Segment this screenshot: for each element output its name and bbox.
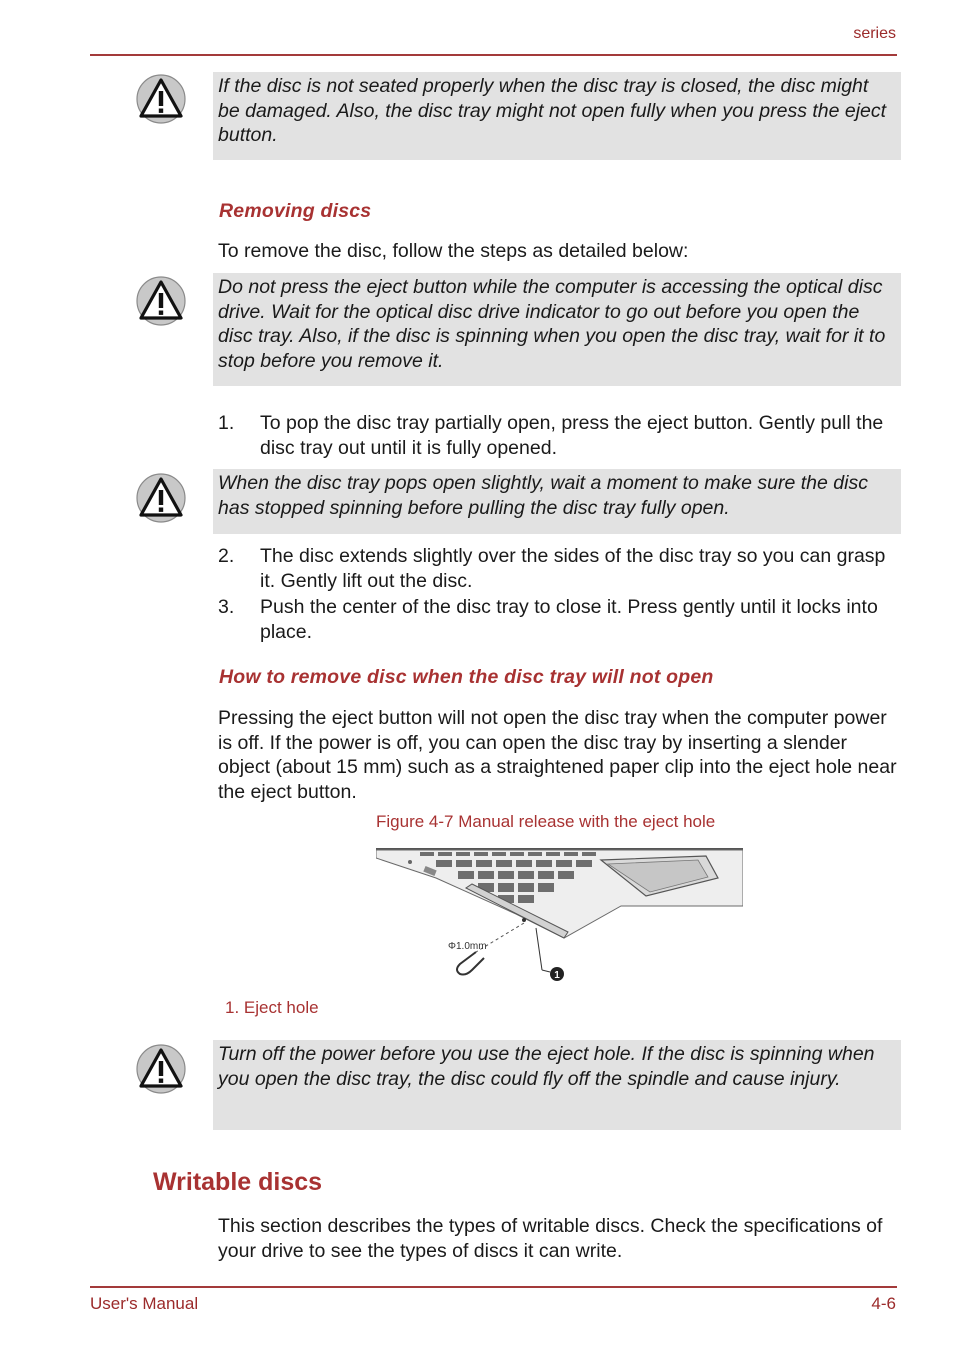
figure-caption: Figure 4-7 Manual release with the eject hole	[376, 812, 716, 831]
step-number: 3.	[218, 596, 235, 618]
running-header: series	[853, 25, 896, 42]
footer-manual-title: User's Manual	[90, 1294, 199, 1313]
step-number: 2.	[218, 545, 235, 567]
warning-icon	[136, 74, 186, 124]
subheading-removing-discs: Removing discs	[219, 200, 372, 222]
removing-intro: To remove the disc, follow the steps as detailed below:	[218, 240, 689, 262]
dimension-label: Φ1.0mm	[448, 941, 487, 952]
caution-callout: Turn off the power before you use the eject hole. If the disc is spinning when you open the disc tray, the disc could fly off the spindle and cause injury.	[213, 1040, 901, 1130]
figure-legend: 1. Eject hole	[225, 998, 319, 1017]
warning-icon	[136, 473, 186, 523]
header-rule	[90, 54, 897, 56]
caution-callout: When the disc tray pops open slightly, wait a moment to make sure the disc has stopped spinning before pulling the disc tray fully open.	[213, 469, 901, 534]
caution-callout: If the disc is not seated properly when the disc tray is closed, the disc might be damaged. Also, the disc tray might not open fully when you press the eject button.	[213, 72, 901, 160]
warning-icon	[136, 1044, 186, 1094]
step-text: The disc extends slightly over the sides of the disc tray so you can grasp it. Gently lift out the disc.	[260, 545, 886, 592]
step-text: Push the center of the disc tray to close it. Press gently until it locks into place.	[260, 596, 878, 643]
tray-will-not-open-body: Pressing the eject button will not open the disc tray when the computer power is off. If the power is off, you can open the disc tray by inserting a slender object (about 15 mm) such as a straightened paper clip into the eject hole near the eject button.	[218, 707, 897, 803]
step-text: To pop the disc tray partially open, press the eject button. Gently pull the disc tray out until it is fully opened.	[260, 412, 884, 459]
section-title-writable-discs: Writable discs	[153, 1168, 323, 1196]
step-number: 1.	[218, 412, 235, 434]
callout-number: 1	[554, 970, 560, 981]
subheading-tray-will-not-open: How to remove disc when the disc tray will not open	[219, 666, 714, 688]
caution-callout: Do not press the eject button while the computer is accessing the optical disc drive. Wait for the optical disc drive indicator to go out before you open the disc tray. Also, if the disc is spinning when you open the disc tray, wait for it to stop before you remove it.	[213, 273, 901, 386]
page-number: 4-6	[871, 1294, 896, 1313]
footer-rule	[90, 1286, 897, 1288]
warning-icon	[136, 276, 186, 326]
laptop-eject-hole-illustration	[376, 848, 743, 984]
writable-discs-body: This section describes the types of writable discs. Check the specifications of your drive to see the types of discs it can write.	[218, 1215, 883, 1262]
